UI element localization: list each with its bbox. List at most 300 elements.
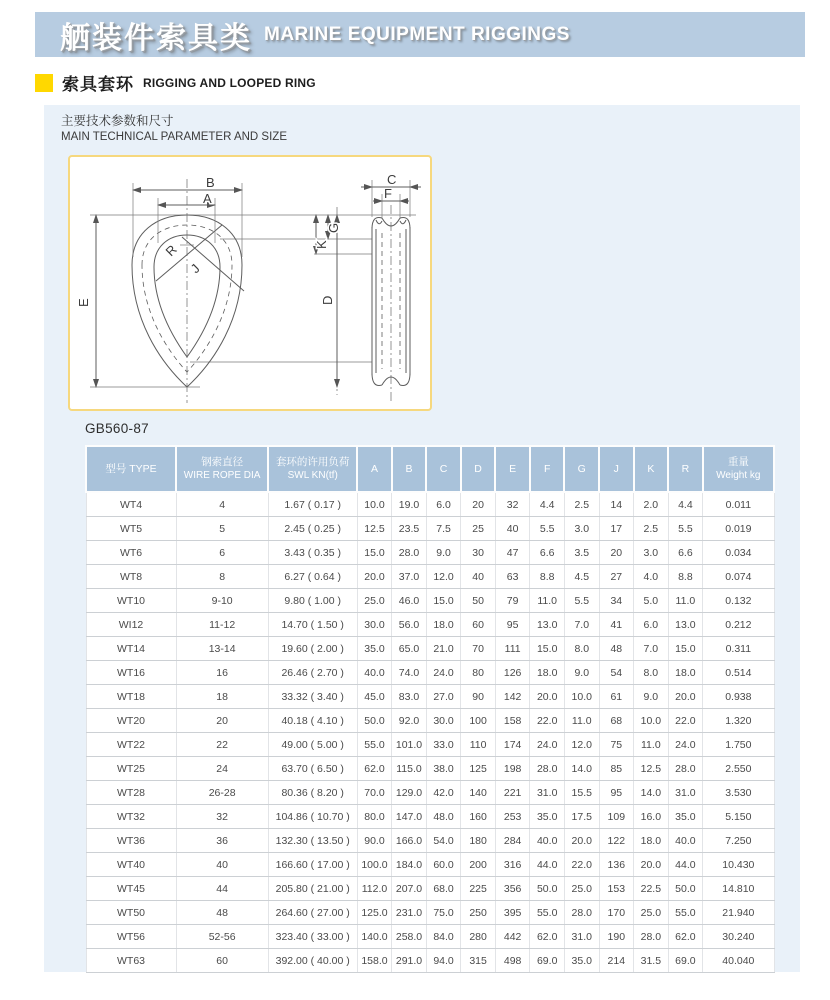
value-cell: 250	[461, 901, 496, 925]
table-row	[86, 613, 774, 637]
type-cell: WI12	[86, 613, 176, 637]
value-cell: 20.0	[634, 853, 669, 877]
value-cell: 13.0	[668, 613, 703, 637]
value-cell: 14.70 ( 1.50 )	[268, 613, 357, 637]
value-cell: 28.0	[668, 757, 703, 781]
value-cell: 20.0	[564, 829, 599, 853]
value-cell: 94.0	[426, 949, 461, 973]
value-cell: 28.0	[634, 925, 669, 949]
column-header-2: 套环的许用负荷 SWL KN(tf)	[268, 446, 357, 492]
table-row	[86, 517, 774, 541]
value-cell: 18.0	[530, 661, 565, 685]
value-cell: 231.0	[392, 901, 427, 925]
value-cell: 68.0	[426, 877, 461, 901]
value-cell: 498	[495, 949, 530, 973]
thimble-drawing	[70, 157, 430, 409]
value-cell: 47	[495, 541, 530, 565]
value-cell: 8	[176, 565, 268, 589]
table-row	[86, 492, 774, 517]
value-cell: 3.43 ( 0.35 )	[268, 541, 357, 565]
value-cell: 12.0	[564, 733, 599, 757]
value-cell: 35.0	[530, 805, 565, 829]
value-cell: 26.46 ( 2.70 )	[268, 661, 357, 685]
value-cell: 5	[176, 517, 268, 541]
column-header-4: B	[392, 446, 427, 492]
value-cell: 11.0	[564, 709, 599, 733]
value-cell: 37.0	[392, 565, 427, 589]
type-cell: WT56	[86, 925, 176, 949]
value-cell: 55.0	[530, 901, 565, 925]
value-cell: 14.0	[634, 781, 669, 805]
specification-table	[85, 445, 775, 973]
value-cell: 20	[599, 541, 634, 565]
value-cell: 40	[176, 853, 268, 877]
value-cell: 13-14	[176, 637, 268, 661]
value-cell: 54	[599, 661, 634, 685]
table-row	[86, 589, 774, 613]
value-cell: 35.0	[564, 949, 599, 973]
value-cell: 140.0	[357, 925, 392, 949]
value-cell: 10.0	[564, 685, 599, 709]
value-cell: 20.0	[357, 565, 392, 589]
value-cell: 17.5	[564, 805, 599, 829]
value-cell: 31.0	[668, 781, 703, 805]
value-cell: 0.938	[703, 685, 774, 709]
value-cell: 258.0	[392, 925, 427, 949]
value-cell: 315	[461, 949, 496, 973]
value-cell: 5.5	[564, 589, 599, 613]
value-cell: 10.0	[634, 709, 669, 733]
value-cell: 20.0	[668, 685, 703, 709]
value-cell: 125.0	[357, 901, 392, 925]
value-cell: 38.0	[426, 757, 461, 781]
value-cell: 280	[461, 925, 496, 949]
value-cell: 60	[461, 613, 496, 637]
table-row	[86, 661, 774, 685]
value-cell: 0.011	[703, 492, 774, 517]
value-cell: 74.0	[392, 661, 427, 685]
value-cell: 11.0	[530, 589, 565, 613]
value-cell: 3.0	[564, 517, 599, 541]
dim-label-d: D	[320, 295, 335, 305]
dim-label-g: G	[326, 222, 341, 233]
type-cell: WT5	[86, 517, 176, 541]
value-cell: 129.0	[392, 781, 427, 805]
value-cell: 46.0	[392, 589, 427, 613]
column-header-12: R	[668, 446, 703, 492]
yellow-bullet-square	[35, 74, 53, 92]
value-cell: 41	[599, 613, 634, 637]
value-cell: 3.5	[564, 541, 599, 565]
value-cell: 28.0	[564, 901, 599, 925]
value-cell: 23.5	[392, 517, 427, 541]
value-cell: 0.132	[703, 589, 774, 613]
value-cell: 25.0	[634, 901, 669, 925]
value-cell: 52-56	[176, 925, 268, 949]
value-cell: 1.67 ( 0.17 )	[268, 492, 357, 517]
value-cell: 25.0	[357, 589, 392, 613]
value-cell: 50.0	[668, 877, 703, 901]
section-title-en: RIGGING AND LOOPED RING	[143, 75, 316, 90]
table-row	[86, 853, 774, 877]
value-cell: 42.0	[426, 781, 461, 805]
dim-label-a: A	[203, 191, 212, 206]
value-cell: 100.0	[357, 853, 392, 877]
value-cell: 111	[495, 637, 530, 661]
value-cell: 395	[495, 901, 530, 925]
table-row	[86, 757, 774, 781]
value-cell: 95	[599, 781, 634, 805]
banner-title-zh: 舾装件索具类	[60, 21, 252, 55]
value-cell: 40.18 ( 4.10 )	[268, 709, 357, 733]
value-cell: 95	[495, 613, 530, 637]
value-cell: 190	[599, 925, 634, 949]
type-cell: WT10	[86, 589, 176, 613]
value-cell: 30	[461, 541, 496, 565]
value-cell: 0.034	[703, 541, 774, 565]
value-cell: 83.0	[392, 685, 427, 709]
value-cell: 7.5	[426, 517, 461, 541]
value-cell: 166.0	[392, 829, 427, 853]
value-cell: 33.0	[426, 733, 461, 757]
column-header-6: D	[461, 446, 496, 492]
value-cell: 264.60 ( 27.00 )	[268, 901, 357, 925]
value-cell: 125	[461, 757, 496, 781]
value-cell: 166.60 ( 17.00 )	[268, 853, 357, 877]
table-row	[86, 829, 774, 853]
value-cell: 20	[176, 709, 268, 733]
value-cell: 21.0	[426, 637, 461, 661]
value-cell: 104.86 ( 10.70 )	[268, 805, 357, 829]
type-cell: WT22	[86, 733, 176, 757]
value-cell: 31.0	[530, 781, 565, 805]
value-cell: 6.0	[426, 492, 461, 517]
value-cell: 7.0	[634, 637, 669, 661]
table-row	[86, 637, 774, 661]
value-cell: 24.0	[668, 733, 703, 757]
value-cell: 80.36 ( 8.20 )	[268, 781, 357, 805]
value-cell: 147.0	[392, 805, 427, 829]
value-cell: 158	[495, 709, 530, 733]
value-cell: 22.5	[634, 877, 669, 901]
value-cell: 75.0	[426, 901, 461, 925]
table-row	[86, 541, 774, 565]
value-cell: 50.0	[357, 709, 392, 733]
value-cell: 75	[599, 733, 634, 757]
table-row	[86, 949, 774, 973]
value-cell: 62.0	[530, 925, 565, 949]
value-cell: 18	[176, 685, 268, 709]
value-cell: 15.0	[530, 637, 565, 661]
value-cell: 6.6	[668, 541, 703, 565]
value-cell: 132.30 ( 13.50 )	[268, 829, 357, 853]
value-cell: 22.0	[564, 853, 599, 877]
value-cell: 140	[461, 781, 496, 805]
value-cell: 19.60 ( 2.00 )	[268, 637, 357, 661]
value-cell: 2.45 ( 0.25 )	[268, 517, 357, 541]
page-banner	[35, 12, 805, 57]
value-cell: 12.0	[426, 565, 461, 589]
value-cell: 221	[495, 781, 530, 805]
value-cell: 62.0	[357, 757, 392, 781]
value-cell: 50	[461, 589, 496, 613]
table-row	[86, 877, 774, 901]
value-cell: 5.5	[530, 517, 565, 541]
dim-label-j: J	[187, 260, 203, 277]
type-cell: WT45	[86, 877, 176, 901]
value-cell: 48.0	[426, 805, 461, 829]
value-cell: 6.0	[634, 613, 669, 637]
type-cell: WT18	[86, 685, 176, 709]
value-cell: 112.0	[357, 877, 392, 901]
value-cell: 3.0	[634, 541, 669, 565]
value-cell: 8.0	[634, 661, 669, 685]
type-cell: WT8	[86, 565, 176, 589]
column-header-1: 钢索直径 WIRE ROPE DIA	[176, 446, 268, 492]
value-cell: 54.0	[426, 829, 461, 853]
value-cell: 4.4	[668, 492, 703, 517]
value-cell: 40.0	[357, 661, 392, 685]
type-cell: WT25	[86, 757, 176, 781]
value-cell: 44.0	[530, 853, 565, 877]
value-cell: 26-28	[176, 781, 268, 805]
value-cell: 63.70 ( 6.50 )	[268, 757, 357, 781]
value-cell: 33.32 ( 3.40 )	[268, 685, 357, 709]
value-cell: 16.0	[634, 805, 669, 829]
value-cell: 27.0	[426, 685, 461, 709]
column-header-10: J	[599, 446, 634, 492]
type-cell: WT6	[86, 541, 176, 565]
technical-drawing-box	[68, 155, 432, 411]
table-header-row	[86, 446, 774, 492]
column-header-7: E	[495, 446, 530, 492]
dim-label-f: F	[384, 186, 392, 201]
value-cell: 174	[495, 733, 530, 757]
value-cell: 32	[495, 492, 530, 517]
value-cell: 24.0	[530, 733, 565, 757]
value-cell: 9.0	[564, 661, 599, 685]
value-cell: 184.0	[392, 853, 427, 877]
tech-note-en: MAIN TECHNICAL PARAMETER AND SIZE	[61, 130, 287, 143]
value-cell: 40	[461, 565, 496, 589]
value-cell: 18.0	[668, 661, 703, 685]
value-cell: 27	[599, 565, 634, 589]
type-cell: WT63	[86, 949, 176, 973]
value-cell: 0.514	[703, 661, 774, 685]
value-cell: 7.0	[564, 613, 599, 637]
value-cell: 2.550	[703, 757, 774, 781]
content-panel	[44, 105, 800, 972]
value-cell: 2.5	[634, 517, 669, 541]
value-cell: 40	[495, 517, 530, 541]
value-cell: 70	[461, 637, 496, 661]
standard-code-label: GB560-87	[85, 421, 149, 436]
value-cell: 20.0	[530, 685, 565, 709]
value-cell: 56.0	[392, 613, 427, 637]
value-cell: 9.0	[634, 685, 669, 709]
dim-label-b: B	[206, 175, 215, 190]
value-cell: 84.0	[426, 925, 461, 949]
value-cell: 17	[599, 517, 634, 541]
value-cell: 22	[176, 733, 268, 757]
table-row	[86, 685, 774, 709]
value-cell: 80.0	[357, 805, 392, 829]
value-cell: 225	[461, 877, 496, 901]
tech-note-zh: 主要技术参数和尺寸	[61, 114, 174, 128]
type-cell: WT32	[86, 805, 176, 829]
value-cell: 356	[495, 877, 530, 901]
value-cell: 5.0	[634, 589, 669, 613]
value-cell: 4.0	[634, 565, 669, 589]
value-cell: 4	[176, 492, 268, 517]
value-cell: 115.0	[392, 757, 427, 781]
value-cell: 214	[599, 949, 634, 973]
type-cell: WT16	[86, 661, 176, 685]
value-cell: 153	[599, 877, 634, 901]
value-cell: 158.0	[357, 949, 392, 973]
value-cell: 24.0	[426, 661, 461, 685]
value-cell: 6.27 ( 0.64 )	[268, 565, 357, 589]
value-cell: 9.0	[426, 541, 461, 565]
column-header-8: F	[530, 446, 565, 492]
value-cell: 28.0	[392, 541, 427, 565]
type-cell: WT36	[86, 829, 176, 853]
value-cell: 253	[495, 805, 530, 829]
dim-label-c: C	[387, 172, 397, 187]
value-cell: 0.074	[703, 565, 774, 589]
value-cell: 60.0	[426, 853, 461, 877]
table-row	[86, 805, 774, 829]
value-cell: 3.530	[703, 781, 774, 805]
section-title-zh: 索具套环	[62, 75, 134, 94]
value-cell: 101.0	[392, 733, 427, 757]
column-header-3: A	[357, 446, 392, 492]
value-cell: 15.5	[564, 781, 599, 805]
value-cell: 65.0	[392, 637, 427, 661]
value-cell: 2.0	[634, 492, 669, 517]
value-cell: 15.0	[668, 637, 703, 661]
section-heading	[35, 70, 316, 95]
value-cell: 7.250	[703, 829, 774, 853]
table-row	[86, 709, 774, 733]
value-cell: 9.80 ( 1.00 )	[268, 589, 357, 613]
value-cell: 316	[495, 853, 530, 877]
value-cell: 1.750	[703, 733, 774, 757]
value-cell: 323.40 ( 33.00 )	[268, 925, 357, 949]
value-cell: 35.0	[668, 805, 703, 829]
value-cell: 44	[176, 877, 268, 901]
value-cell: 8.8	[530, 565, 565, 589]
value-cell: 85	[599, 757, 634, 781]
dim-label-k: K	[314, 240, 329, 249]
value-cell: 170	[599, 901, 634, 925]
value-cell: 20	[461, 492, 496, 517]
value-cell: 0.311	[703, 637, 774, 661]
value-cell: 291.0	[392, 949, 427, 973]
value-cell: 16	[176, 661, 268, 685]
value-cell: 69.0	[668, 949, 703, 973]
value-cell: 90	[461, 685, 496, 709]
value-cell: 48	[599, 637, 634, 661]
value-cell: 30.0	[426, 709, 461, 733]
value-cell: 5.5	[668, 517, 703, 541]
value-cell: 19.0	[392, 492, 427, 517]
column-header-0: 型号 TYPE	[86, 446, 176, 492]
table-row	[86, 925, 774, 949]
value-cell: 1.320	[703, 709, 774, 733]
value-cell: 49.00 ( 5.00 )	[268, 733, 357, 757]
value-cell: 28.0	[530, 757, 565, 781]
value-cell: 11.0	[634, 733, 669, 757]
tech-parameter-note	[61, 113, 287, 145]
value-cell: 2.5	[564, 492, 599, 517]
value-cell: 200	[461, 853, 496, 877]
value-cell: 15.0	[357, 541, 392, 565]
value-cell: 6.6	[530, 541, 565, 565]
value-cell: 126	[495, 661, 530, 685]
value-cell: 207.0	[392, 877, 427, 901]
value-cell: 35.0	[357, 637, 392, 661]
value-cell: 90.0	[357, 829, 392, 853]
type-cell: WT40	[86, 853, 176, 877]
value-cell: 44.0	[668, 853, 703, 877]
value-cell: 284	[495, 829, 530, 853]
column-header-5: C	[426, 446, 461, 492]
value-cell: 11-12	[176, 613, 268, 637]
value-cell: 30.0	[357, 613, 392, 637]
table-row	[86, 781, 774, 805]
dim-label-e: E	[76, 298, 91, 307]
column-header-11: K	[634, 446, 669, 492]
value-cell: 4.4	[530, 492, 565, 517]
value-cell: 5.150	[703, 805, 774, 829]
value-cell: 34	[599, 589, 634, 613]
value-cell: 24	[176, 757, 268, 781]
value-cell: 60	[176, 949, 268, 973]
value-cell: 8.0	[564, 637, 599, 661]
value-cell: 12.5	[634, 757, 669, 781]
value-cell: 14.810	[703, 877, 774, 901]
value-cell: 63	[495, 565, 530, 589]
table-row	[86, 565, 774, 589]
value-cell: 8.8	[668, 565, 703, 589]
value-cell: 70.0	[357, 781, 392, 805]
value-cell: 109	[599, 805, 634, 829]
value-cell: 122	[599, 829, 634, 853]
type-cell: WT14	[86, 637, 176, 661]
value-cell: 92.0	[392, 709, 427, 733]
column-header-13: 重量 Weight kg	[703, 446, 774, 492]
specification-table-wrap	[85, 445, 775, 973]
value-cell: 0.019	[703, 517, 774, 541]
value-cell: 55.0	[357, 733, 392, 757]
value-cell: 18.0	[634, 829, 669, 853]
value-cell: 6	[176, 541, 268, 565]
value-cell: 68	[599, 709, 634, 733]
type-cell: WT20	[86, 709, 176, 733]
value-cell: 142	[495, 685, 530, 709]
value-cell: 100	[461, 709, 496, 733]
value-cell: 30.240	[703, 925, 774, 949]
value-cell: 25	[461, 517, 496, 541]
value-cell: 22.0	[668, 709, 703, 733]
value-cell: 14	[599, 492, 634, 517]
value-cell: 198	[495, 757, 530, 781]
value-cell: 205.80 ( 21.00 )	[268, 877, 357, 901]
type-cell: WT50	[86, 901, 176, 925]
value-cell: 61	[599, 685, 634, 709]
value-cell: 36	[176, 829, 268, 853]
